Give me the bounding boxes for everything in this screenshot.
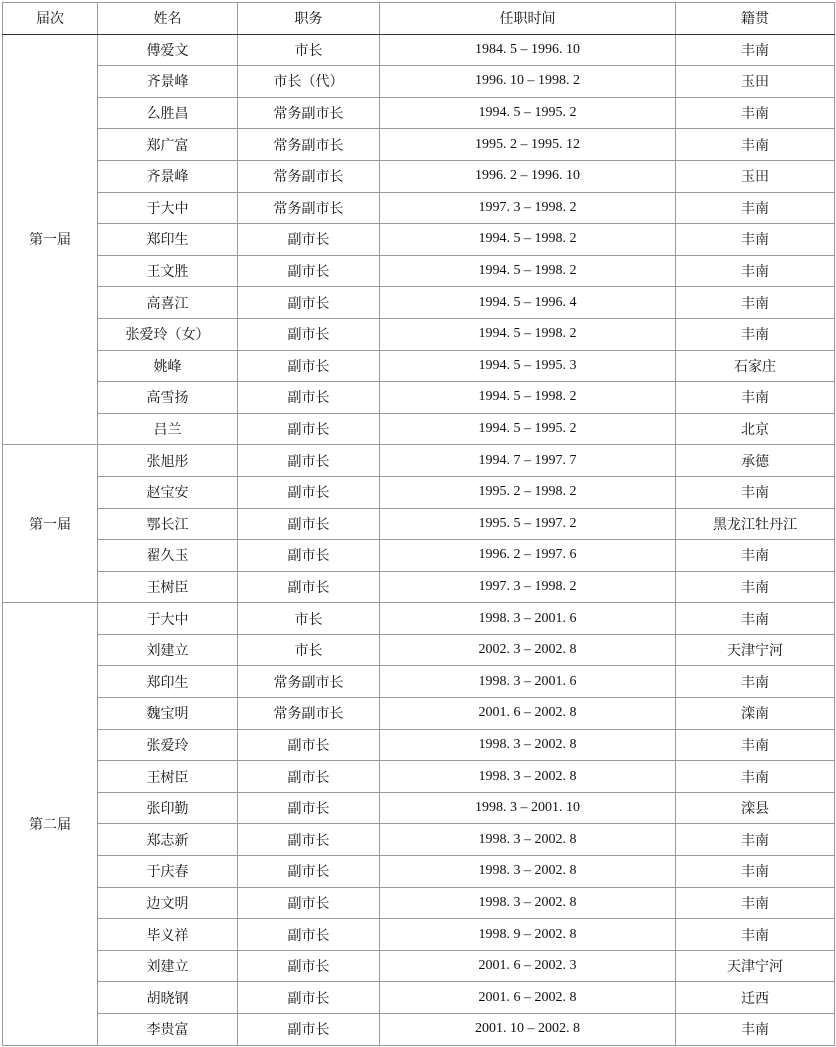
term-cell: 2001. 6 – 2002. 3	[380, 950, 676, 982]
table-row	[3, 856, 835, 888]
origin-cell: 丰南	[676, 318, 835, 350]
position-cell: 常务副市长	[238, 192, 380, 224]
name-cell: 翟久玉	[98, 540, 238, 572]
term-cell: 2001. 6 – 2002. 8	[380, 698, 676, 730]
origin-cell: 丰南	[676, 729, 835, 761]
header-session: 届次	[3, 3, 98, 35]
position-cell: 副市长	[238, 982, 380, 1014]
table-row	[3, 318, 835, 350]
table-row	[3, 66, 835, 98]
term-cell: 1998. 9 – 2002. 8	[380, 919, 676, 951]
position-cell: 市长（代）	[238, 66, 380, 98]
origin-cell: 丰南	[676, 34, 835, 66]
name-cell: 于大中	[98, 192, 238, 224]
origin-cell: 玉田	[676, 66, 835, 98]
position-cell: 副市长	[238, 729, 380, 761]
term-cell: 2002. 3 – 2002. 8	[380, 634, 676, 666]
table-row	[3, 413, 835, 445]
name-cell: 郑志新	[98, 824, 238, 856]
term-cell: 1998. 3 – 2001. 10	[380, 792, 676, 824]
origin-cell: 丰南	[676, 824, 835, 856]
name-cell: 张爱玲	[98, 729, 238, 761]
term-cell: 2001. 6 – 2002. 8	[380, 982, 676, 1014]
position-cell: 副市长	[238, 508, 380, 540]
table-row	[3, 919, 835, 951]
name-cell: 刘建立	[98, 950, 238, 982]
name-cell: 高雪扬	[98, 382, 238, 414]
term-cell: 1994. 5 – 1996. 4	[380, 287, 676, 319]
name-cell: 么胜昌	[98, 97, 238, 129]
table-row	[3, 382, 835, 414]
term-cell: 1994. 5 – 1995. 2	[380, 413, 676, 445]
position-cell: 副市长	[238, 318, 380, 350]
table-row	[3, 887, 835, 919]
term-cell: 1998. 3 – 2002. 8	[380, 729, 676, 761]
name-cell: 王树臣	[98, 761, 238, 793]
origin-cell: 丰南	[676, 856, 835, 888]
name-cell: 郑印生	[98, 666, 238, 698]
session-group	[3, 34, 835, 445]
term-cell: 1994. 7 – 1997. 7	[380, 445, 676, 477]
origin-cell: 丰南	[676, 1014, 835, 1046]
position-cell: 常务副市长	[238, 160, 380, 192]
origin-cell: 玉田	[676, 160, 835, 192]
origin-cell: 黑龙江牡丹江	[676, 508, 835, 540]
origin-cell: 承德	[676, 445, 835, 477]
position-cell: 副市长	[238, 856, 380, 888]
term-cell: 1994. 5 – 1998. 2	[380, 382, 676, 414]
position-cell: 副市长	[238, 350, 380, 382]
table-row	[3, 698, 835, 730]
term-cell: 1994. 5 – 1995. 2	[380, 97, 676, 129]
session-group	[3, 603, 835, 1045]
position-cell: 副市长	[238, 445, 380, 477]
name-cell: 张印勤	[98, 792, 238, 824]
table-row	[3, 160, 835, 192]
session-group	[3, 445, 835, 603]
name-cell: 郑印生	[98, 224, 238, 256]
position-cell: 副市长	[238, 476, 380, 508]
name-cell: 王文胜	[98, 255, 238, 287]
term-cell: 1998. 3 – 2002. 8	[380, 824, 676, 856]
origin-cell: 丰南	[676, 540, 835, 572]
table-row	[3, 571, 835, 603]
origin-cell: 丰南	[676, 382, 835, 414]
table-row	[3, 950, 835, 982]
position-cell: 副市长	[238, 761, 380, 793]
origin-cell: 丰南	[676, 129, 835, 161]
position-cell: 副市长	[238, 1014, 380, 1046]
position-cell: 副市长	[238, 824, 380, 856]
session-cell: 第一届	[3, 34, 98, 445]
name-cell: 魏宝明	[98, 698, 238, 730]
term-cell: 2001. 10 – 2002. 8	[380, 1014, 676, 1046]
table-row	[3, 255, 835, 287]
term-cell: 1994. 5 – 1998. 2	[380, 255, 676, 287]
position-cell: 副市长	[238, 571, 380, 603]
table-row	[3, 129, 835, 161]
term-cell: 1997. 3 – 1998. 2	[380, 192, 676, 224]
term-cell: 1998. 3 – 2002. 8	[380, 856, 676, 888]
position-cell: 常务副市长	[238, 698, 380, 730]
position-cell: 副市长	[238, 287, 380, 319]
table-row	[3, 224, 835, 256]
table-row	[3, 34, 835, 66]
header-position: 职务	[238, 3, 380, 35]
table-row	[3, 476, 835, 508]
term-cell: 1995. 5 – 1997. 2	[380, 508, 676, 540]
origin-cell: 丰南	[676, 255, 835, 287]
origin-cell: 丰南	[676, 192, 835, 224]
origin-cell: 天津宁河	[676, 950, 835, 982]
position-cell: 常务副市长	[238, 666, 380, 698]
name-cell: 于大中	[98, 603, 238, 635]
position-cell: 副市长	[238, 950, 380, 982]
position-cell: 市长	[238, 634, 380, 666]
name-cell: 刘建立	[98, 634, 238, 666]
table-row	[3, 192, 835, 224]
term-cell: 1995. 2 – 1995. 12	[380, 129, 676, 161]
header-origin: 籍贯	[676, 3, 835, 35]
table-row	[3, 982, 835, 1014]
table-row	[3, 761, 835, 793]
name-cell: 毕义祥	[98, 919, 238, 951]
position-cell: 副市长	[238, 540, 380, 572]
name-cell: 傅爱文	[98, 34, 238, 66]
table-row	[3, 445, 835, 477]
table-row	[3, 824, 835, 856]
origin-cell: 天津宁河	[676, 634, 835, 666]
name-cell: 郑广富	[98, 129, 238, 161]
table-row	[3, 666, 835, 698]
origin-cell: 丰南	[676, 887, 835, 919]
origin-cell: 滦南	[676, 698, 835, 730]
origin-cell: 丰南	[676, 287, 835, 319]
origin-cell: 迁西	[676, 982, 835, 1014]
table-row	[3, 350, 835, 382]
origin-cell: 丰南	[676, 476, 835, 508]
position-cell: 副市长	[238, 382, 380, 414]
session-cell: 第二届	[3, 603, 98, 1045]
term-cell: 1996. 2 – 1996. 10	[380, 160, 676, 192]
position-cell: 副市长	[238, 224, 380, 256]
position-cell: 副市长	[238, 919, 380, 951]
position-cell: 市长	[238, 34, 380, 66]
header-row	[3, 3, 835, 35]
origin-cell: 丰南	[676, 761, 835, 793]
table-row	[3, 603, 835, 635]
origin-cell: 丰南	[676, 603, 835, 635]
name-cell: 边文明	[98, 887, 238, 919]
term-cell: 1994. 5 – 1998. 2	[380, 318, 676, 350]
position-cell: 市长	[238, 603, 380, 635]
origin-cell: 丰南	[676, 666, 835, 698]
table-row	[3, 634, 835, 666]
name-cell: 吕兰	[98, 413, 238, 445]
header-term: 任职时间	[380, 3, 676, 35]
name-cell: 胡晓钢	[98, 982, 238, 1014]
name-cell: 于庆春	[98, 856, 238, 888]
term-cell: 1998. 3 – 2001. 6	[380, 666, 676, 698]
position-cell: 常务副市长	[238, 129, 380, 161]
position-cell: 副市长	[238, 413, 380, 445]
term-cell: 1998. 3 – 2001. 6	[380, 603, 676, 635]
origin-cell: 丰南	[676, 97, 835, 129]
position-cell: 常务副市长	[238, 97, 380, 129]
session-cell: 第一届	[3, 445, 98, 603]
table-row	[3, 508, 835, 540]
origin-cell: 丰南	[676, 571, 835, 603]
name-cell: 齐景峰	[98, 66, 238, 98]
term-cell: 1994. 5 – 1995. 3	[380, 350, 676, 382]
term-cell: 1996. 2 – 1997. 6	[380, 540, 676, 572]
term-cell: 1994. 5 – 1998. 2	[380, 224, 676, 256]
name-cell: 鄂长江	[98, 508, 238, 540]
table-row	[3, 540, 835, 572]
officials-table	[2, 2, 835, 1046]
term-cell: 1995. 2 – 1998. 2	[380, 476, 676, 508]
term-cell: 1984. 5 – 1996. 10	[380, 34, 676, 66]
term-cell: 1998. 3 – 2002. 8	[380, 887, 676, 919]
name-cell: 王树臣	[98, 571, 238, 603]
origin-cell: 丰南	[676, 919, 835, 951]
header-name: 姓名	[98, 3, 238, 35]
position-cell: 副市长	[238, 792, 380, 824]
origin-cell: 滦县	[676, 792, 835, 824]
origin-cell: 石家庄	[676, 350, 835, 382]
table-row	[3, 97, 835, 129]
table-row	[3, 287, 835, 319]
origin-cell: 丰南	[676, 224, 835, 256]
term-cell: 1996. 10 – 1998. 2	[380, 66, 676, 98]
name-cell: 李贵富	[98, 1014, 238, 1046]
name-cell: 张爱玲（女）	[98, 318, 238, 350]
name-cell: 齐景峰	[98, 160, 238, 192]
table-header	[3, 3, 835, 35]
name-cell: 张旭彤	[98, 445, 238, 477]
table-row	[3, 729, 835, 761]
name-cell: 高喜江	[98, 287, 238, 319]
table-row	[3, 1014, 835, 1046]
position-cell: 副市长	[238, 887, 380, 919]
term-cell: 1998. 3 – 2002. 8	[380, 761, 676, 793]
name-cell: 姚峰	[98, 350, 238, 382]
origin-cell: 北京	[676, 413, 835, 445]
term-cell: 1997. 3 – 1998. 2	[380, 571, 676, 603]
table-row	[3, 792, 835, 824]
position-cell: 副市长	[238, 255, 380, 287]
name-cell: 赵宝安	[98, 476, 238, 508]
